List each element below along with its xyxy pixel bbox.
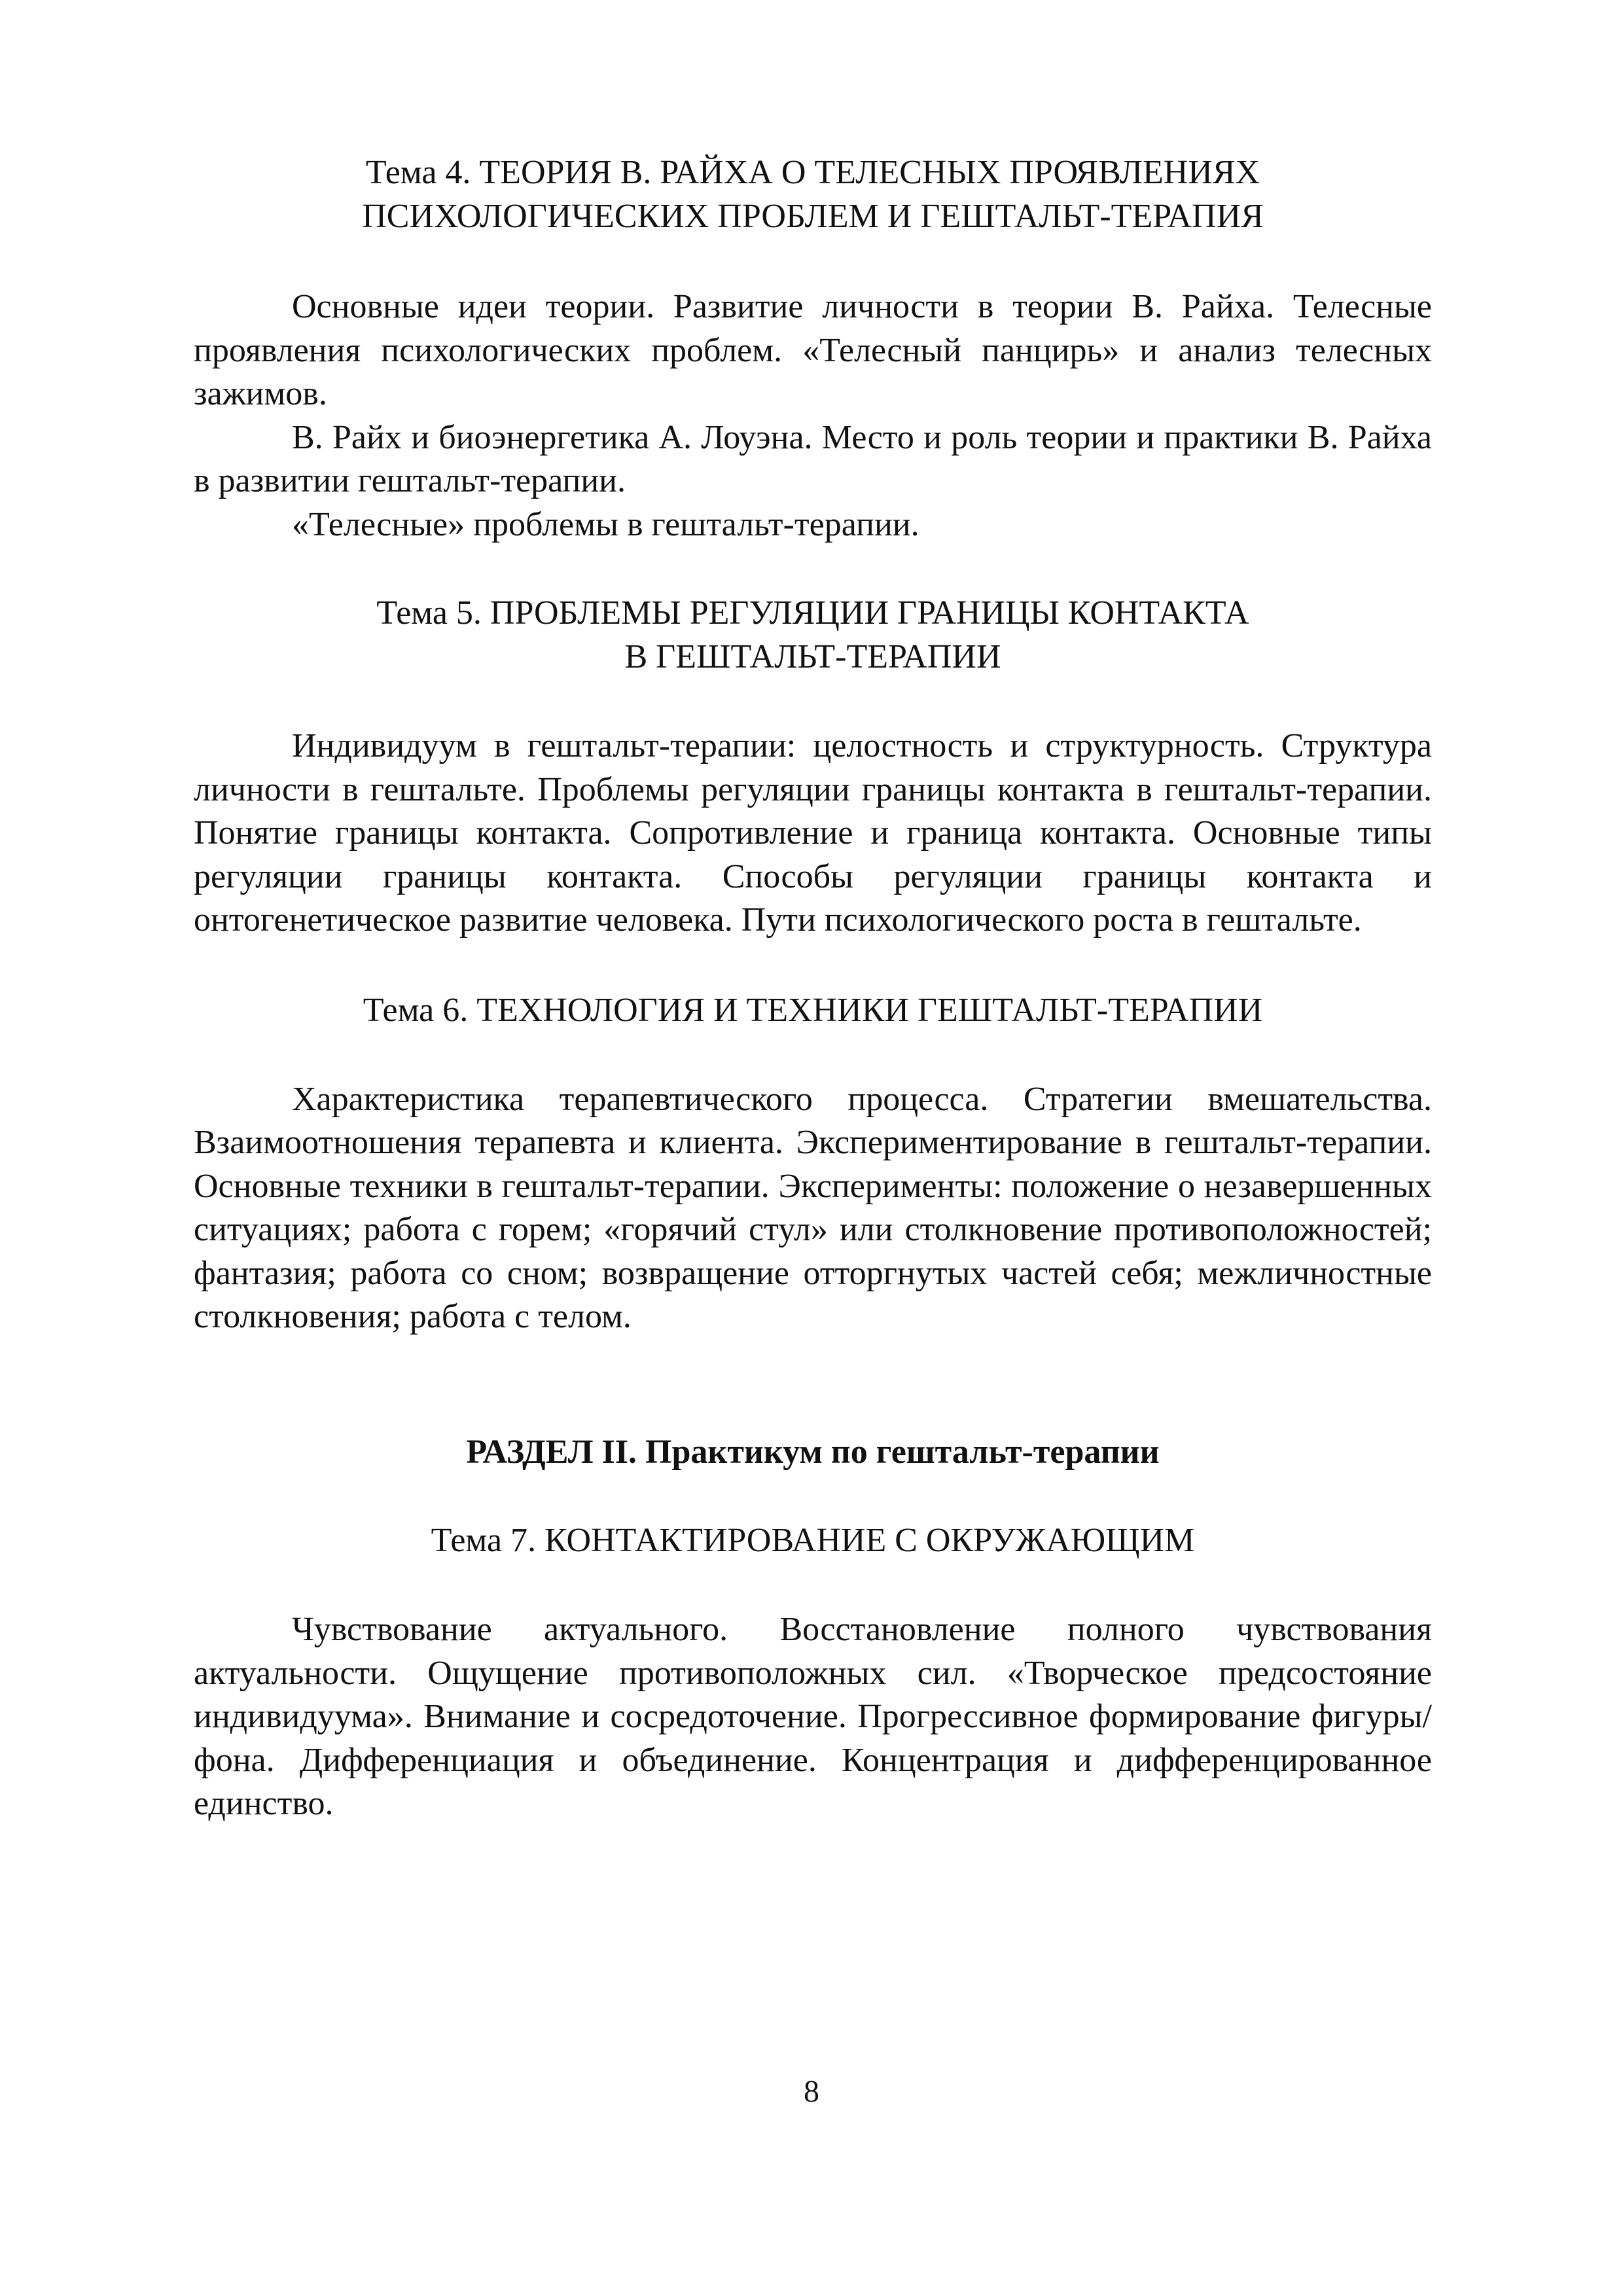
topic-5-heading-line-1: Тема 5. ПРОБЛЕМЫ РЕГУЛЯЦИИ ГРАНИЦЫ КОНТАКТА	[376, 594, 1249, 632]
topic-5-paragraph: Индивидуум в гештальт-терапии: целостность и структурность. Структура личности в гештальте. Проблемы регуляции границы контакта в гештальт-терапии. Понятие границы контакта. Сопротивление и граница контакта. Основные типы регуляции границы контакта. Способы регуляции границы контакта и онтогенетическое развитие человека. Пути психологического роста в гештальте.	[194, 727, 1432, 939]
topic-4-paragraph-3: «Телесные» проблемы в гештальт-терапии.	[292, 505, 919, 543]
topic-4-heading-line-2: ПСИХОЛОГИЧЕСКИХ ПРОБЛЕМ И ГЕШТАЛЬТ-ТЕРАПИЯ	[362, 198, 1264, 235]
topic-5-heading-line-2: В ГЕШТАЛЬТ-ТЕРАПИИ	[624, 638, 1001, 675]
topic-4-paragraph-1: Основные идеи теории. Развитие личности в теории В. Райха. Телесные проявления психологических проблем. «Телесный панцирь» и анализ телесных зажимов.	[194, 288, 1432, 412]
topic-4-paragraph-2: В. Райх и биоэнергетика А. Лоуэна. Место и роль теории и практики В. Райха в развитии гештальт-терапии.	[194, 418, 1432, 499]
topic-6-paragraph: Характеристика терапевтического процесса. Стратегии вмешательства. Взаимоотношения терапевта и клиента. Экспериментирование в гештальт-терапии. Основные техники в гештальт-терапии. Эксперименты: положение о незавершенных ситуациях; работа с горем; «горячий стул» или столкновение противоположностей; фантазия; работа со сном; возвращение отторгнутых частей себя; межличностные столкновения; работа с телом.	[194, 1080, 1432, 1335]
topic-4-heading	[194, 151, 1432, 238]
topic-6-heading: Тема 6. ТЕХНОЛОГИЯ И ТЕХНИКИ ГЕШТАЛЬТ-ТЕРАПИИ	[363, 991, 1263, 1029]
topic-7-paragraph: Чувствование актуального. Восстановление полного чувствования актуальности. Ощущение противоположных сил. «Творческое предсостояние индивидуума». Внимание и сосредоточение. Прогрессивное формирование фигуры/фона. Дифференциация и объединение. Концентрация и дифференцированное единство.	[194, 1611, 1432, 1822]
page-number: 8	[804, 2074, 819, 2109]
page-content	[194, 151, 1432, 1826]
topic-7-heading: Тема 7. КОНТАКТИРОВАНИЕ С ОКРУЖАЮЩИМ	[431, 1522, 1195, 1559]
section-2-title: РАЗДЕЛ II. Практикум по гештальт-терапии	[466, 1433, 1160, 1471]
topic-5-heading	[194, 591, 1432, 679]
topic-4-heading-line-1: Тема 4. ТЕОРИЯ В. РАЙХА О ТЕЛЕСНЫХ ПРОЯВЛЕНИЯХ	[365, 154, 1260, 191]
